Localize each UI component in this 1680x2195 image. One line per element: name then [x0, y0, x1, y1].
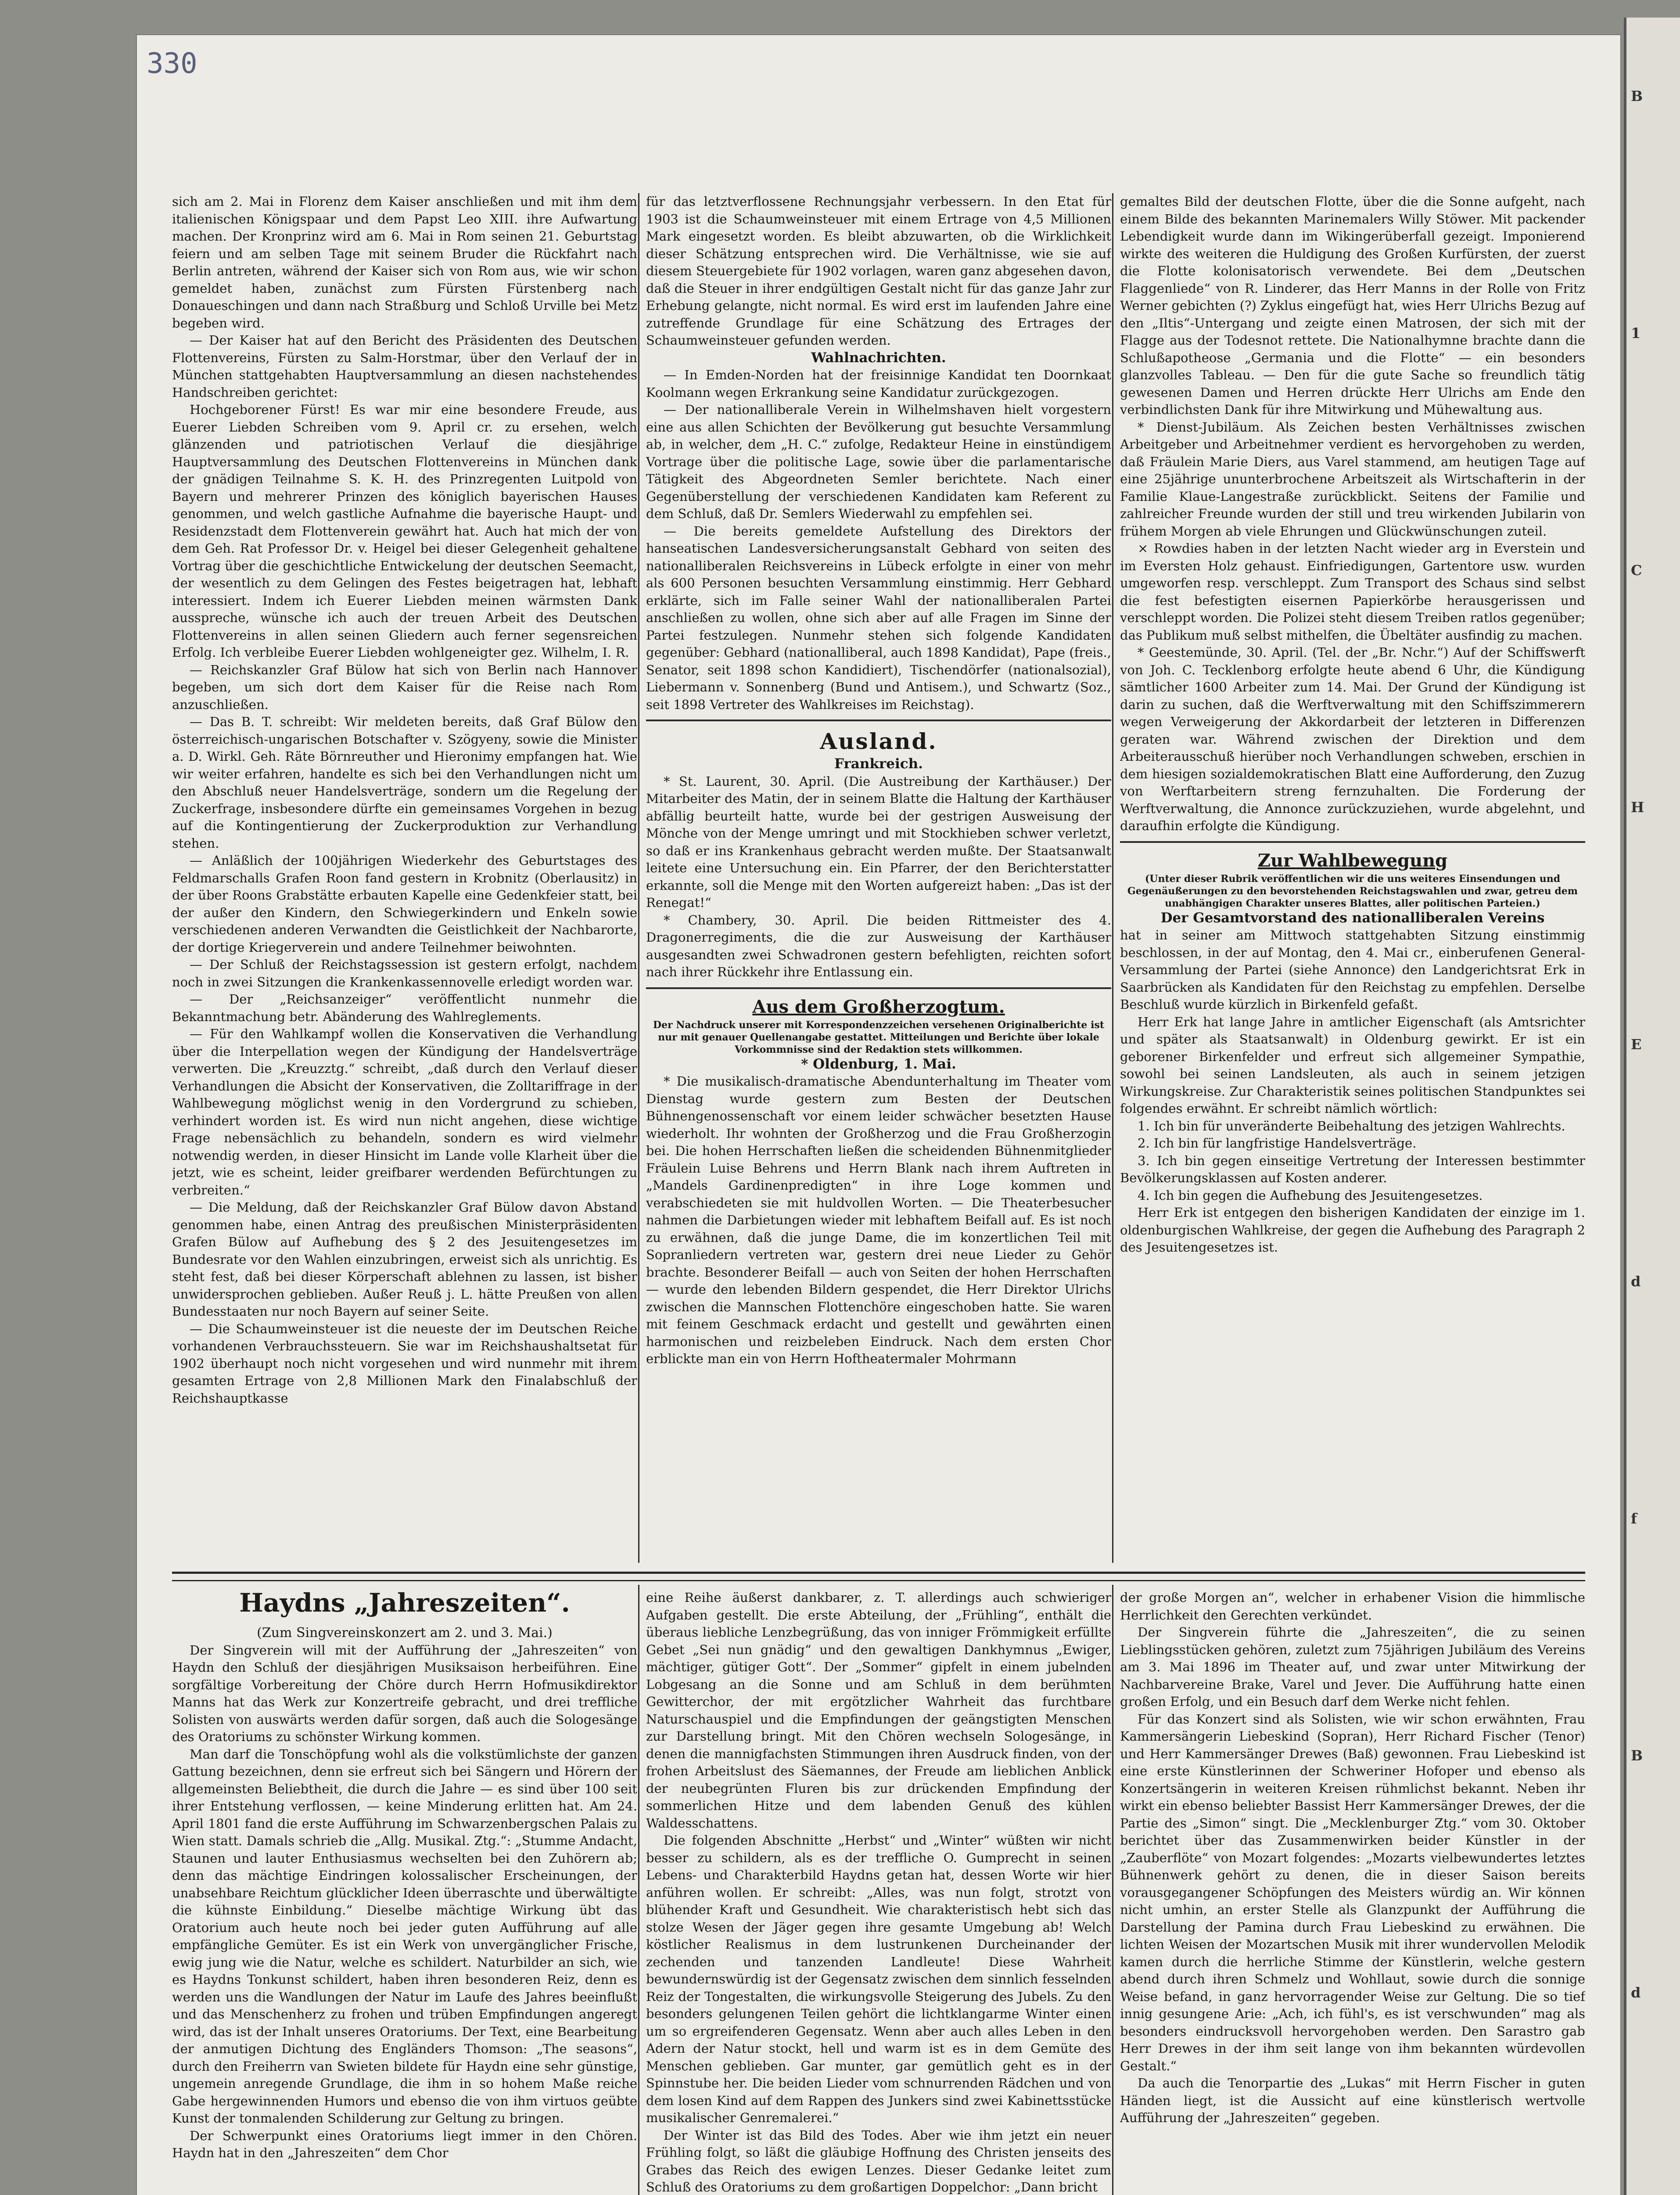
- paragraph: * St. Laurent, 30. April. (Die Austreibung der Karthäuser.) Der Mitarbeiter des Matin, der in seinem Blatte die Haltung der Karthäuser abfällig beurteilt hatte, wurde bei der gestrigen Ausweisung der Mönche von der Menge umringt und mit Stockhieben schwer verletzt, so daß er ins Krankenhaus gebracht werden mußte. Der Staatsanwalt leitete eine Untersuchung ein. Ein Pfarrer, der den Berichterstatter erkannte, soll die Menge mit den Worten aufgereizt haben: „Das ist der Renegat!“: [646, 774, 1111, 910]
- edge-fragment: 1: [1631, 325, 1641, 342]
- paragraph: × Rowdies haben in der letzten Nacht wieder arg in Everstein und im Eversten Holz gehaust. Einfriedigungen, Gartentore usw. wurden umgeworfen resp. verschleppt. Zum Transport des Schaus sind selbst die fest befestigten eisernen Papierkörbe herausgerissen und verschleppt worden. Die Polizei steht diesem Treiben ratlos gegenüber; das Publikum muß selbst mithelfen, die Übeltäter ausfindig zu machen.: [1120, 541, 1585, 643]
- section-rule: [1120, 841, 1585, 843]
- paragraph: Da auch die Tenorpartie des „Lukas“ mit Herrn Fischer in guten Händen liegt, ist die Aussicht auf eine künstlerisch wertvolle Aufführung der „Jahreszeiten“ gegeben.: [1120, 2076, 1585, 2125]
- paragraph: hat in seiner am Mittwoch stattgehabten Sitzung einstimmig beschlossen, in der auf Montag, den 4. Mai cr., einberufenen General-Versammlung der Partei (siehe Annonce) den Landgerichtsrat Erk in Saarbrücken als Kandidaten für den Reichstag zu empfehlen. Derselbe Beschluß wurde kürzlich in Birkenfeld gefaßt.: [1120, 928, 1585, 1012]
- paragraph: — Der „Reichsanzeiger“ veröffentlicht nunmehr die Bekanntmachung betr. Abänderung des Wahlreglements.: [172, 992, 637, 1024]
- paragraph: Herr Erk hat lange Jahre in amtlicher Eigenschaft (als Amtsrichter und später als Staatsanwalt) in Oldenburg gewirkt. Er ist ein geborener Birkenfelder und erfreut sich allgemeiner Sympathie, sowohl bei seinen Landsleuten, als auch in seinem jetzigen Wirkungskreise. Zur Charakteristik seines politischen Standpunktes sei folgendes erwähnt. Er schreibt nämlich wörtlich:: [1120, 1014, 1585, 1116]
- feuilleton-divider: [172, 1572, 1585, 1581]
- section-rule: [646, 987, 1111, 989]
- paragraph: * Dienst-Jubiläum. Als Zeichen besten Verhältnisses zwischen Arbeitgeber und Arbeitnehmer verdient es hervorgehoben zu werden, daß Fräulein Marie Diers, aus Varel stammend, am heutigen Tage auf eine 25jährige ununterbrochene Arbeitszeit als Wirtschafterin in der Familie Klaue-Langestraße zurückblickt. Seitens der Familie und zahlreicher Freunde wurden der still und treu wirkenden Jubilarin von frühem Morgen ab viele Ehrungen und Glückwünschungen zuteil.: [1120, 419, 1585, 539]
- section-heading-grossherzogtum: Aus dem Großherzogtum.: [752, 996, 1005, 1017]
- page-number: 330: [147, 47, 197, 80]
- edge-fragment: d: [1631, 1273, 1641, 1290]
- paragraph: — Das B. T. schreibt: Wir meldeten bereits, daß Graf Bülow den österreichisch-ungarischen Botschafter v. Szögyeny, sowie die Minister a. D. Wirkl. Geh. Räte Börnreuther und Hieronimy empfangen hat. Wie wir weiter erfahren, handelte es sich bei den Verhandlungen nicht um den Abschluß neuer Handelsverträge, sondern um die Regelung der Zuckerfrage, insbesondere dürfte ein gemeinsames Vorgehen in bezug auf die Kontingentierung der Zuckerproduktion zur Verhandlung stehen.: [172, 714, 637, 851]
- paragraph: — Anläßlich der 100jährigen Wiederkehr des Geburtstages des Feldmarschalls Grafen Roon fand gestern in Krobnitz (Oberlausitz) in der über Roons Grabstätte erbauten Kapelle eine Gedenkfeier statt, bei der außer den Kindern, den Schwiegerkindern und Enkeln sowie verschiedenen anderen Verwandten die Geistlichkeit der Nachbarorte, der dortige Kriegerverein und andere Teilnehmer beiwohnten.: [172, 853, 637, 955]
- feuilleton-column-3: [1120, 1589, 1585, 2195]
- list-item: 4. Ich bin gegen die Aufhebung des Jesuitengesetzes.: [1138, 1187, 1483, 1203]
- paragraph: Herr Erk ist entgegen den bisherigen Kandidaten der einzige im 1. oldenburgischen Wahlkreise, der gegen die Aufhebung des Paragraph 2 des Jesuitengesetzes ist.: [1120, 1205, 1585, 1255]
- paragraph: — Der Schluß der Reichstagssession ist gestern erfolgt, nachdem noch in zwei Sitzungen die Krankenkassennovelle erledigt worden war.: [172, 957, 637, 990]
- rubric-notice: (Unter dieser Rubrik veröffentlichen wir die uns weiteres Einsendungen und Gegenäußerungen zu den bevorstehenden Reichstagswahlen und zwar, getreu dem unabhängigen Charakter unseres Blattes, aller politischen Parteien.): [1127, 873, 1578, 909]
- section-rule: [646, 720, 1111, 721]
- column-divider: [1112, 193, 1113, 1563]
- reprint-notice: Der Nachdruck unserer mit Korrespondenzzeichen versehenen Originalberichte ist nur mit genauer Quellenangabe gestattet. Mitteilungen und Berichte über lokale Vorkommnisse sind der Redaktion stets willkommen.: [653, 1019, 1104, 1055]
- section-heading-wahlbewegung: Zur Wahlbewegung: [1257, 850, 1448, 871]
- edge-fragment: d: [1631, 1984, 1641, 2001]
- edge-fragment: B: [1631, 88, 1643, 104]
- paragraph: * Die musikalisch-dramatische Abendunterhaltung im Theater vom Dienstag wurde gestern zum Besten der Deutschen Bühnengenossenschaft vor einem leider schwächer besetzten Hause wiederholt. Ihr wohnten der Großherzog und die Frau Großherzogin bei. Die hohen Herrschaften ließen die scheidenden Bühnenmitglieder Fräulein Luise Behrens und Herrn Blank nach ihrem Auftreten in „Mandels Gardinenpredigten“ in ihre Loge kommen und verabschiedeten sie mit huldvollen Worten. — Die Theaterbesucher nahmen die Darbietungen wieder mit lebhaftem Beifall auf. Es ist noch zu erwähnen, daß die junge Dame, die im konzertlichen Teil mit Sopranliedern vertreten war, gestern drei neue Lieder zu Gehör brachte. Besonderer Beifall — auch von Seiten der hohen Herrschaften — wurde den lebenden Bildern gespendet, die Herr Direktor Ulrichs zwischen die Mannschen Flottenchöre eingeschoben hatte. Sie waren mit feinem Geschmack erdacht und gestellt und gewährten einen harmonischen und reizbeleben Eindruck. Nach dem ersten Chor erblickte man ein von Herrn Hoftheatermaler Mohrmann: [646, 1074, 1111, 1366]
- paragraph: — Reichskanzler Graf Bülow hat sich von Berlin nach Hannover begeben, um sich dort dem Kaiser für die Reise nach Rom anzuschließen.: [172, 662, 637, 712]
- edge-fragment: B: [1631, 1747, 1643, 1764]
- dateline: * Oldenburg, 1. Mai.: [801, 1056, 956, 1072]
- paragraph: der große Morgen an“, welcher in erhabener Vision die himmlische Herrlichkeit den Gerechten verkündet.: [1120, 1590, 1585, 1623]
- feuilleton-column-2: [646, 1589, 1111, 2195]
- list-item: 1. Ich bin für unveränderte Beibehaltung des jetzigen Wahlrechts.: [1138, 1118, 1565, 1133]
- paragraph: Der Schwerpunkt eines Oratoriums liegt immer in den Chören. Haydn hat in den „Jahreszeiten“ dem Chor: [172, 2128, 637, 2160]
- column-divider: [638, 1585, 639, 2195]
- subheading-frankreich: Frankreich.: [834, 756, 923, 772]
- feuilleton-column-1: [172, 1624, 637, 2195]
- column-3: [1120, 193, 1585, 1567]
- paragraph: Für das Konzert sind als Solisten, wie wir schon erwähnten, Frau Kammersängerin Liebeskind (Sopran), Herr Richard Fischer (Tenor) und Herr Kammersänger Drewes (Baß) gewonnen. Frau Liebeskind ist eine erste Künstlerinnen der Schweriner Hofoper und ebenso als Konzertsängerin in weiteren Kreisen rühmlichst bekannt. Neben ihr wirkt ein ebenso beliebter Bassist Herr Kammersänger Drewes, der die Partie des „Simon“ singt. Die „Mecklenburger Ztg.“ vom 30. Oktober berichtet über das Zusammenwirken beider Künstler in der „Zauberflöte“ von Mozart folgendes: „Mozarts vielbewundertes letztes Bühnenwerk gehört zu denen, die in dieser Saison bereits vorausgegangener Schöpfungen des Meisters würdig an. Wir können nicht umhin, an erster Stelle als Glanzpunkt der Aufführung die Darstellung der Pamina durch Frau Liebeskind zu erwähnen. Die lichten Weisen der Mozartschen Musik mit ihrer wundervollen Melodik kamen durch die herrliche Stimme der Künstlerin, welche gestern abend durch ihren Schmelz und Wohllaut, sowie durch die sonnige Weise befand, in ganz hervorragender Weise zur Geltung. Die so tief innig gesungene Arie: „Ach, ich fühl's, es ist verschwunden“ mag als besonders eindrucksvoll hervorgehoben werden. Den Sarastro gab Herr Drewes in der ihm seit lange von ihm bekannten würdevollen Gestalt.“: [1120, 1711, 1585, 2073]
- column-1: [172, 193, 637, 1567]
- edge-fragment: C: [1631, 562, 1642, 579]
- paragraph: — Der nationalliberale Verein in Wilhelmshaven hielt vorgestern eine aus allen Schichten der Bevölkerung gut besuchte Versammlung ab, in welcher, dem „H. C.“ zufolge, Redakteur Heine in einstündigem Vortrage über die politische Lage, sowie über die parlamentarische Tätigkeit des Abgeordneten Semler berichtete. Nach einer Gegenüberstellung der verschiedenen Kandidaten kam Referent zu dem Schluß, daß Dr. Semlers Wiederwahl zu empfehlen sei.: [646, 402, 1111, 521]
- paragraph: — Die Schaumweinsteuer ist die neueste der im Deutschen Reiche vorhandenen Verbrauchssteuern. Sie war im Reichshaushaltsetat für 1902 überhaupt noch nicht vorgesehen und wird nunmehr mit ihrem gesamten Ertrage von 2,8 Millionen Mark den Finalabschluß der Reichshauptkasse: [172, 1321, 637, 1406]
- feuilleton-subtitle: (Zum Singvereinskonzert am 2. und 3. Mai.): [257, 1625, 553, 1641]
- paragraph: eine Reihe äußerst dankbarer, z. T. allerdings auch schwieriger Aufgaben gestellt. Die erste Abteilung, der „Frühling“, enthält die überaus liebliche Lenzbegrüßung, das von inniger Frömmigkeit erfüllte Gebet „Sei nun gnädig“ und den gewaltigen Dankhymnus „Ewiger, mächtiger, gütiger Gott“. Der „Sommer“ gipfelt in einem jubelnden Lobgesang an die Sonne und am Schluß in dem berühmten Gewitterchor, der mit ergötzlicher Wahrheit das furchtbare Naturschauspiel und die Empfindungen der geängstigten Menschen zur Darstellung bringt. Mit den Chören wechseln Sologesänge, in denen die mannigfachsten Stimmungen ihren Ausdruck finden, von der frohen Arbeitslust des Säemannes, der Freude am lieblichen Anblick der neubegrünten Fluren bis zur drückenden Empfindung der sommerlichen Hitze und dem labenden Genuß des kühlen Waldesschattens.: [646, 1590, 1111, 1831]
- paragraph: Der Singverein führte die „Jahreszeiten“, die zu seinen Lieblingsstücken gehören, zuletzt zum 75jährigen Jubiläum des Vereins am 3. Mai 1896 im Theater auf, und zwar unter Mitwirkung der Nachbarvereine Brake, Varel und Jever. Die Aufführung hatte einen großen Erfolg, und ein Besuch darf dem Werke nicht fehlen.: [1120, 1625, 1585, 1709]
- paragraph: — Die Meldung, daß der Reichskanzler Graf Bülow davon Abstand genommen habe, einen Antrag des preußischen Ministerpräsidenten Grafen Bülow auf Aufhebung des § 2 des Jesuitengesetzes im Bundesrate vor den Wahlen einzubringen, erweist sich als unrichtig. Es steht fest, daß bei dieser Körperschaft ablehnen zu lassen, ist bisher unwidersprochen geblieben. Außer Reuß j. L. hätte Preußen von allen Bundesstaaten nur noch Bayern auf seiner Seite.: [172, 1200, 637, 1319]
- paragraph: Man darf die Tonschöpfung wohl als die volkstümlichste der ganzen Gattung bezeichnen, denn sie erfreut sich bei Sängern und Hörern der allgemeinsten Beliebtheit, die durch die Jahre — es sind über 100 seit ihrer Entstehung verflossen, — keine Minderung erlitten hat. Am 24. April 1801 fand die erste Aufführung im Schwarzenbergschen Palais zu Wien statt. Damals schrieb die „Allg. Musikal. Ztg.“: „Stumme Andacht, Staunen und lauter Enthusiasmus wechselten bei den Zuhörern ab; denn das mächtige Eindringen kolossalischer Erscheinungen, der unabsehbare Reichtum glücklicher Ideen überraschte und überwältigte die kühnste Einbildung.“ Dieselbe mächtige Wirkung übt das Oratorium auch heute noch bei jeder guten Aufführung auf alle empfängliche Gemüter. Es ist ein Werk von unvergänglicher Frische, ewig jung wie die Natur, welche es schildert. Naturbilder an sich, wie es Haydns Tonkunst schildert, haben ihren besonderen Reiz, denn es werden uns die Wandlungen der Natur im Laufe des Jahres beeinflußt und das Menschenherz zu frohen und trüben Empfindungen angeregt wird, das ist der Inhalt unseres Oratoriums. Der Text, eine Bearbeitung der anmutigen Dichtung des Engländers Thomson: „The seasons“, durch den Freiherrn van Swieten bildete für Haydn eine sehr günstige, ungemein anregende Grundlage, die ihm in so hohem Maße reiche Gabe hergewinnenden Humors und ebenso die von ihm virtuos geübte Kunst der tonmalenden Schilderung zur Geltung zu bringen.: [172, 1746, 637, 2126]
- paragraph: * Geestemünde, 30. April. (Tel. der „Br. Nchr.“) Auf der Schiffswerft von Joh. C. Tecklenborg erfolgte heute abend 6 Uhr, die Kündigung sämtlicher 1600 Arbeiter zum 14. Mai. Der Grund der Kündigung ist darin zu suchen, daß die Werftverwaltung mit den Schiffszimmerern wegen Verweigerung der Akkordarbeit der letzteren in Differenzen geraten war. Während zwischen der Direktion und dem Arbeiterausschuß hierüber noch Verhandlungen schweben, erschien in dem hiesigen sozialdemokratischen Blatt eine Aufforderung, den Zuzug von Werftarbeitern streng fernzuhalten. Die Forderung der Werftverwaltung, die Annonce zurückzuziehen, wurde abgelehnt, und daraufhin erfolgte die Kündigung.: [1120, 645, 1585, 833]
- section-heading-wahlnachrichten: Wahlnachrichten.: [811, 349, 946, 366]
- paragraph: * Chambery, 30. April. Die beiden Rittmeister des 4. Dragonerregiments, die die zur Ausweisung der Karthäuser ausgesandten zwei Schwadronen gestern befehligten, reichten sofort nach ihrer Rückkehr ihre Entlassung ein.: [646, 912, 1111, 979]
- list-item: 3. Ich bin gegen einseitige Vertretung der Interessen bestimmter Bevölkerungsklassen auf Kosten anderer.: [1120, 1153, 1585, 1185]
- paragraph: — In Emden-Norden hat der freisinnige Kandidat ten Doornkaat Koolmann wegen Erkrankung seine Kandidatur zurückgezogen.: [646, 367, 1111, 400]
- paragraph: — Die bereits gemeldete Aufstellung des Direktors der hanseatischen Landesversicherungsanstalt Gebhard von seiten des nationalliberalen Reichsvereins in Lübeck erfolgte in einer von mehr als 600 Personen besuchten Versammlung einstimmig. Herr Gebhard erklärte, sich im Falle seiner Wahl der nationalliberalen Partei anschließen zu wollen, ohne sich aber auf alle Fragen im Sinne der Partei festzulegen. Nunmehr stehen sich folgende Kandidaten gegenüber: Gebhard (nationalliberal, auch 1898 Kandidat), Pape (freis., Senator, seit 1898 schon Kandidiert), Tischendörfer (nationalsozial), Liebermann v. Sonnenberg (Bund und Antisem.), und Schwartz (Soz., seit 1898 Vertreter des Wahlkreises im Reichstag).: [646, 523, 1111, 712]
- edge-fragment: E: [1631, 1036, 1642, 1053]
- paragraph: für das letztverflossene Rechnungsjahr verbessern. In den Etat für 1903 ist die Schaumweinsteuer mit einem Ertrage von 4,5 Millionen Mark eingesetzt worden. Es bleibt abzuwarten, ob die Wirklichkeit dieser Schätzung entsprechen wird. Die Verhältnisse, wie sie auf diesem Steuergebiete für 1902 vorlagen, waren ganz abgesehen davon, daß die Steuer in ihrer endgültigen Gestalt nicht für das ganze Jahr zur Erhebung gelangte, nicht normal. Es wird erst im laufenden Jahre eine zutreffende Grundlage für eine Schätzung des Ertrages der Schaumweinsteuer gefunden werden.: [646, 194, 1111, 348]
- paragraph: — Der Kaiser hat auf den Bericht des Präsidenten des Deutschen Flottenvereins, Fürsten zu Salm-Horstmar, über den Verlauf der in München stattgehabten Hauptversammlung an diesen nachstehendes Handschreiben gerichtet:: [172, 333, 637, 400]
- column-divider: [1112, 1585, 1113, 2195]
- paragraph: Hochgeborener Fürst! Es war mir eine besondere Freude, aus Euerer Liebden Schreiben vom 9. April cr. zu ersehen, welch glänzenden und patriotischen Verlauf die diesjährige Hauptversammlung des Deutschen Flottenvereins in München dank der gnädigen Teilnahme S. K. H. des Prinzregenten Luitpold von Bayern und mehrerer Prinzen des königlich bayerischen Hauses genommen, und welch gastliche Aufnahme die bayerische Haupt- und Residenzstadt dem Flottenverein gewährt hat. Auch hat mich der von dem Geh. Rat Professor Dr. v. Heigel bei dieser Gelegenheit gehaltene Vortrag über die geschichtliche Entwickelung der deutschen Seemacht, der wesentlich zu dem Gelingen des Festes beigetragen hat, lebhaft interessiert. Indem ich Euerer Liebden meinen wärmsten Dank ausspreche, wünsche ich auch der treuen Arbeit des Deutschen Flottenvereins in allen seinen Gliedern auch ferner segensreichen Erfolg. Ich verbleibe Euerer Liebden wohlgeneigter gez. Wilhelm, I. R.: [172, 402, 637, 660]
- section-heading-ausland: Ausland.: [820, 728, 937, 754]
- column-2: [646, 193, 1111, 1567]
- adjacent-page-edge: [1624, 18, 1680, 2195]
- edge-fragment: H: [1631, 799, 1644, 816]
- column-divider: [638, 193, 639, 1563]
- paragraph: — Für den Wahlkampf wollen die Konservativen die Verhandlung über die Interpellation wegen der Kündigung der Handelsverträge verwerten. Die „Kreuzztg.“ schreibt, „daß durch den Verlauf dieser Verhandlungen die Absicht der Konservativen, die Zolltariffrage in der Wahlbewegung möglichst wenig in den Vordergrund zu schieben, verhindert worden ist. Es wird nun nicht angehen, diese wichtige Frage nebensächlich zu behandeln, sondern es wird vielmehr notwendig werden, in dieser Hinsicht im Lande volle Klarheit über die jetzt, wie es scheint, leider greifbarer werdenden Befürchtungen zu verbreiten.“: [172, 1026, 637, 1198]
- paragraph: Die folgenden Abschnitte „Herbst“ und „Winter“ wüßten wir nicht besser zu schildern, als es der treffliche O. Gumprecht in seinen Lebens- und Charakterbild Haydns getan hat, dessen Worte wir hier anführen wollen. Er schreibt: „Alles, was nun folgt, strotzt von blühender Kraft und Gesundheit. Wie charakteristisch hebt sich das stolze Wesen der Jäger gegen ihre gesamte Umgebung ab! Welch köstlicher Realismus in dem lustrunkenen Durcheinander der zechenden und tanzenden Landleute! Diese Wahrheit bewundernswürdig ist der Gegensatz zwischen dem sinnlich fesselnden Reiz der Tongestalten, die wirkungsvolle Steigerung des Jubels. Zu den besonders gelungenen Teilen gehört die lichtklangarme Winter einen um so ergreifenderen Gegensatz. Wenn aber auch alles Leben in den Adern der Natur stockt, hell und warm ist es in dem Gemüte des Menschen geblieben. Gar munter, gar gemütlich geht es in der Spinnstube her. Die beiden Lieder vom schnurrenden Rädchen und von dem losen Kind auf dem Rappen des Junkers sind zwei Kabinettsstücke musikalischer Genremalerei.“: [646, 1833, 1111, 2125]
- paragraph: sich am 2. Mai in Florenz dem Kaiser anschließen und mit ihm dem italienischen Königspaar und dem Papst Leo XIII. ihre Aufwartung machen. Der Kronprinz wird am 6. Mai in Rom seinen 21. Geburtstag feiern und am selben Tage mit seinem Bruder die Rückfahrt nach Berlin antreten, während der Kaiser sich von Rom aus, wie wir schon gemeldet haben, zunächst zum Fürsten Fürstenberg nach Donaueschingen und dann nach Straßburg und Schloß Urville bei Metz begeben wird.: [172, 194, 637, 331]
- edge-fragment: f: [1631, 1510, 1637, 1527]
- paragraph: Der Singverein will mit der Aufführung der „Jahreszeiten“ von Haydn den Schluß der diesjährigen Musiksaison herbeiführen. Eine sorgfältige Vorbereitung der Chöre durch Herrn Hofmusikdirektor Manns hat das Werk zur Konzertreife gebracht, und drei treffliche Solisten von auswärts werden dafür sorgen, daß auch die Sologesänge des Oratoriums zu schönster Wirkung kommen.: [172, 1642, 637, 1744]
- paragraph: gemaltes Bild der deutschen Flotte, über die die Sonne aufgeht, nach einem Bilde des bekannten Marinemalers Willy Stöwer. Mit packender Lebendigkeit wurde dann im Wikingerüberfall gezeigt. Imponierend wirkte des weiteren die Huldigung des Großen Kurfürsten, der zuerst die Flotte kolonisatorisch verwendete. Bei dem „Deutschen Flaggenliede“ von R. Linderer, das Herr Manns in der Rolle von Fritz Werner gebichten (?) Zyklus eingefügt hat, wies Herr Ulrichs Bezug auf den „Iltis“-Untergang und zeigte einen Matrosen, der sich mit der Flagge aus der Todesnot rettete. Die Nationalhymne brachte dann die Schlußapotheose „Germania und die Flotte“ — ein besonders glanzvolles Tableau. — Den für die gute Sache so freundlich tätig gewesenen Damen und Herren drückte Herr Ulrichs am Ende den verbindlichsten Dank für ihre Mitwirkung und Mühewaltung aus.: [1120, 194, 1585, 417]
- newspaper-page: [137, 35, 1620, 2195]
- feuilleton-title: Haydns „Jahreszeiten“.: [239, 1588, 570, 1618]
- list-item: 2. Ich bin für langfristige Handelsverträge.: [1138, 1136, 1417, 1151]
- paragraph: Der Winter ist das Bild des Todes. Aber wie ihm jetzt ein neuer Frühling folgt, so läßt die gläubige Hoffnung des Christen jenseits des Grabes das Reich des ewigen Lenzes. Dieser Gedanke leitet zum Schluß des Oratoriums zu dem großartigen Doppelchor: „Dann bricht: [646, 2127, 1111, 2195]
- subheading-gesamtvorstand: Der Gesamtvorstand des nationalliberalen Vereins: [1160, 910, 1545, 926]
